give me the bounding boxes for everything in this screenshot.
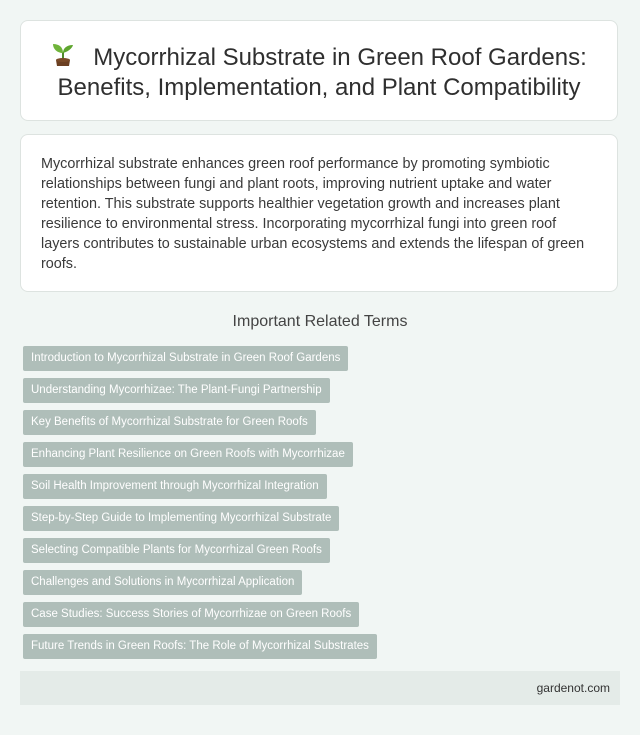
related-term-item	[23, 568, 377, 593]
page-title-text: Mycorrhizal Substrate in Green Roof Gardens: Benefits, Implementation, and Plant Compatibility	[57, 44, 587, 101]
page-title	[45, 41, 593, 103]
related-terms-heading: Important Related Terms	[232, 313, 408, 330]
related-term-link[interactable]: Introduction to Mycorrhizal Substrate in Green Roof Gardens	[23, 346, 348, 371]
footer	[20, 671, 620, 705]
footer-site-link[interactable]: gardenot.com	[536, 681, 610, 695]
summary-card	[20, 134, 618, 292]
related-term-item	[23, 440, 377, 465]
related-term-link[interactable]: Case Studies: Success Stories of Mycorrhizae on Green Roofs	[23, 602, 359, 627]
related-term-link[interactable]: Step-by-Step Guide to Implementing Mycorrhizal Substrate	[23, 506, 339, 531]
related-term-item	[23, 504, 377, 529]
related-term-item	[23, 408, 377, 433]
title-card	[20, 20, 618, 121]
related-term-link[interactable]: Selecting Compatible Plants for Mycorrhizal Green Roofs	[23, 538, 330, 563]
related-term-item	[23, 632, 377, 657]
related-term-link[interactable]: Enhancing Plant Resilience on Green Roofs with Mycorrhizae	[23, 442, 353, 467]
related-term-item	[23, 344, 377, 369]
related-term-link[interactable]: Challenges and Solutions in Mycorrhizal Application	[23, 570, 302, 595]
related-term-link[interactable]: Understanding Mycorrhizae: The Plant-Fungi Partnership	[23, 378, 330, 403]
related-term-item	[23, 600, 377, 625]
related-term-link[interactable]: Soil Health Improvement through Mycorrhizal Integration	[23, 474, 327, 499]
related-term-item	[23, 376, 377, 401]
related-term-link[interactable]: Key Benefits of Mycorrhizal Substrate for Green Roofs	[23, 410, 316, 435]
related-terms-list	[23, 344, 377, 664]
related-term-item	[23, 536, 377, 561]
summary-text: Mycorrhizal substrate enhances green roof performance by promoting symbiotic relationships between fungi and plant roots, improving nutrient uptake and water retention. This substrate supports healthier vegetation growth and increases plant resilience to environmental stress. Incorporating mycorrhizal fungi into green roof layers contributes to sustainable urban ecosystems and extends the lifespan of green roofs.	[41, 156, 585, 272]
related-term-item	[23, 472, 377, 497]
related-term-link[interactable]: Future Trends in Green Roofs: The Role of Mycorrhizal Substrates	[23, 634, 377, 659]
seedling-icon	[51, 41, 75, 67]
